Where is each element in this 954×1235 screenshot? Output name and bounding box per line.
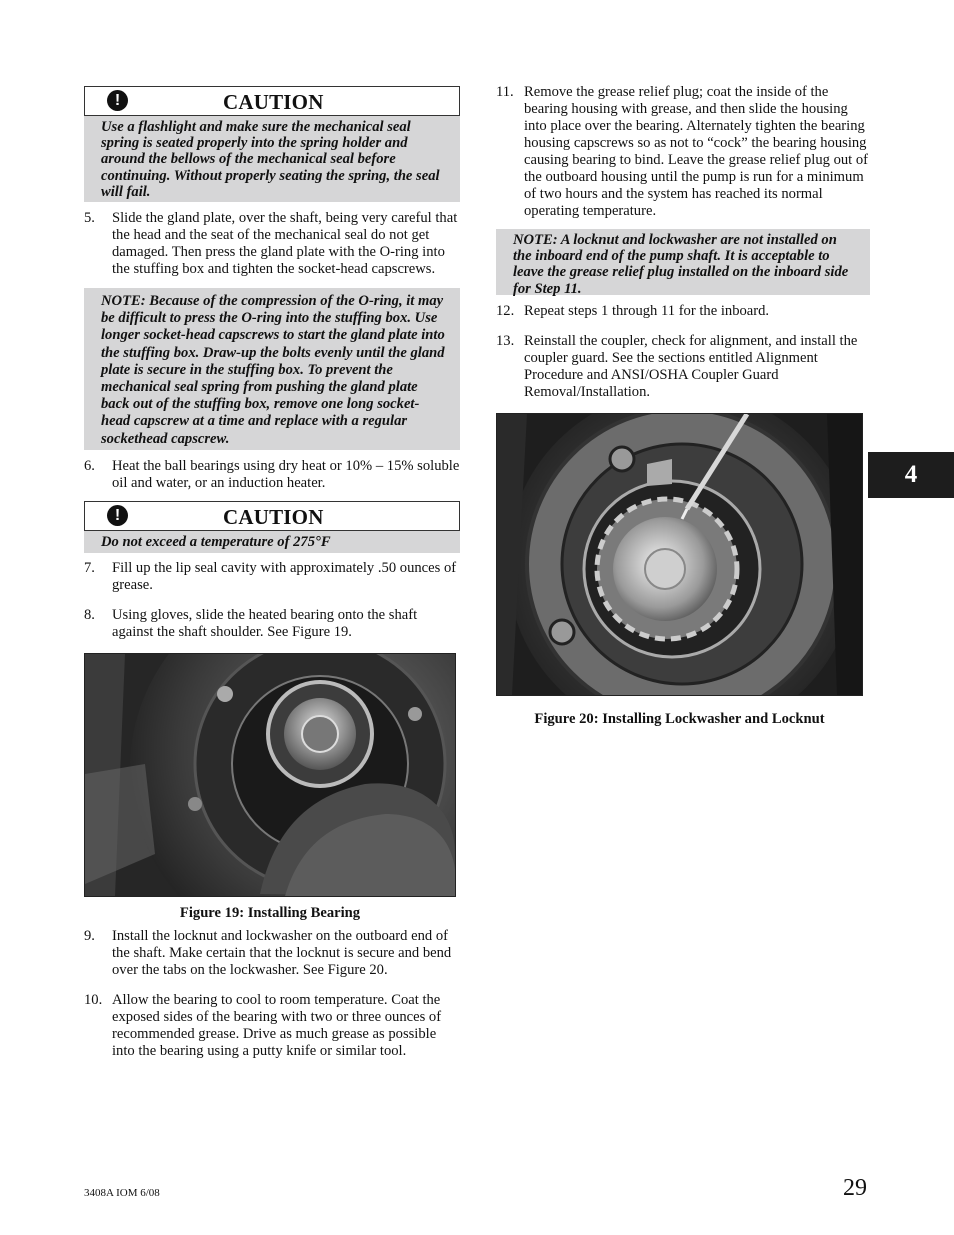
caution-box-1 xyxy=(84,86,460,202)
step-number: 8. xyxy=(84,607,95,623)
note-box: NOTE: Because of the compression of the O-ring, it may be difficult to press the O-ring into the stuffing box. Use longer socket-head capscrews to start the gland plate into the stuffing box. Draw-up the bolts evenly until the gland plate is secure in the stuffing box. To prevent the mechanical seal spring from pushing the gland plate back out of the stuffing box, remove one long socket-head capscrew at a time and replace with a regular sockethead capscrew. xyxy=(84,288,460,450)
step-text: Install the locknut and lockwasher on the outboard end of the shaft. Make certain that the locknut is secure and bend over the tabs on the lockwasher. See Figure 20. xyxy=(112,928,452,978)
step-text: Remove the grease relief plug; coat the inside of the bearing housing with grease, and then slide the housing into place over the bearing. Alternately tighten the bearing housing capscrews so as not to “cock” the bearing housing causing bearing to bind. Leave the grease relief plug out of the outboard housing until the pump is run for a minimum of two hours and the system has reached its normal operating temperature. xyxy=(524,84,869,219)
caution-box-2 xyxy=(84,501,460,553)
figure-19-caption: Figure 19: Installing Bearing xyxy=(179,905,361,921)
step-number: 13. xyxy=(496,333,515,349)
caution-text: Use a flashlight and make sure the mechanical seal spring is seated properly into the spring holder and around the bellows of the mechanical seal before continuing. Without properly seating the spring, the seal will fail. xyxy=(84,116,460,202)
step-12 xyxy=(496,303,870,320)
step-6 xyxy=(84,458,460,492)
step-number: 5. xyxy=(84,210,95,226)
figure-20-photo xyxy=(496,413,863,696)
caution-title: CAUTION xyxy=(223,505,324,529)
caution-header xyxy=(84,86,460,116)
step-8 xyxy=(84,607,460,641)
step-10 xyxy=(84,992,460,1060)
caution-title: CAUTION xyxy=(223,90,324,114)
step-5 xyxy=(84,210,460,278)
step-number: 10. xyxy=(84,992,103,1008)
step-number: 7. xyxy=(84,560,95,576)
step-number: 12. xyxy=(496,303,515,319)
step-number: 9. xyxy=(84,928,95,944)
page-number: 29 xyxy=(843,1175,867,1201)
caution-text: Do not exceed a temperature of 275°F xyxy=(84,531,460,553)
step-text: Allow the bearing to cool to room temperature. Coat the exposed sides of the bearing with two or three ounces of recommended grease. Drive as much grease as possible into the bearing using a putty knife or similar tool. xyxy=(112,992,442,1059)
step-7 xyxy=(84,560,460,594)
step-number: 11. xyxy=(496,84,514,100)
step-text: Repeat steps 1 through 11 for the inboard. xyxy=(524,303,770,319)
left-column xyxy=(84,86,460,1060)
step-13 xyxy=(496,333,870,401)
bearing-installation-image xyxy=(85,654,455,896)
step-text: Fill up the lip seal cavity with approximately .50 ounces of grease. xyxy=(112,560,457,593)
right-column xyxy=(496,84,870,728)
exclamation-icon: ! xyxy=(107,90,128,111)
step-9 xyxy=(84,928,460,979)
step-text: Reinstall the coupler, check for alignment, and install the coupler guard. See the sections entitled Alignment Procedure and ANSI/OSHA Coupler Guard Removal/Installation. xyxy=(524,333,858,400)
document-id: 3408A IOM 6/08 xyxy=(84,1187,160,1199)
step-text: Slide the gland plate, over the shaft, being very careful that the head and the seat of the mechanical seal do not get damaged. Then press the gland plate with the O-ring into the stuffing box and tighten the socket-head capscrews. xyxy=(112,210,458,277)
section-tab: 4 xyxy=(868,452,954,498)
figure-20-caption: Figure 20: Installing Lockwasher and Locknut xyxy=(534,711,825,727)
step-number: 6. xyxy=(84,458,95,474)
step-11 xyxy=(496,84,870,220)
note-box: NOTE: A locknut and lockwasher are not installed on the inboard end of the pump shaft. It is acceptable to leave the grease relief plug installed on the inboard side for Step 11. xyxy=(496,229,870,295)
step-text: Heat the ball bearings using dry heat or 10% – 15% soluble oil and water, or an induction heater. xyxy=(112,458,460,491)
step-text: Using gloves, slide the heated bearing onto the shaft against the shaft shoulder. See Figure 19. xyxy=(112,607,418,640)
figure-19-photo xyxy=(84,653,456,897)
exclamation-icon: ! xyxy=(107,505,128,526)
caution-header xyxy=(84,501,460,531)
lockwasher-installation-image xyxy=(497,414,862,695)
